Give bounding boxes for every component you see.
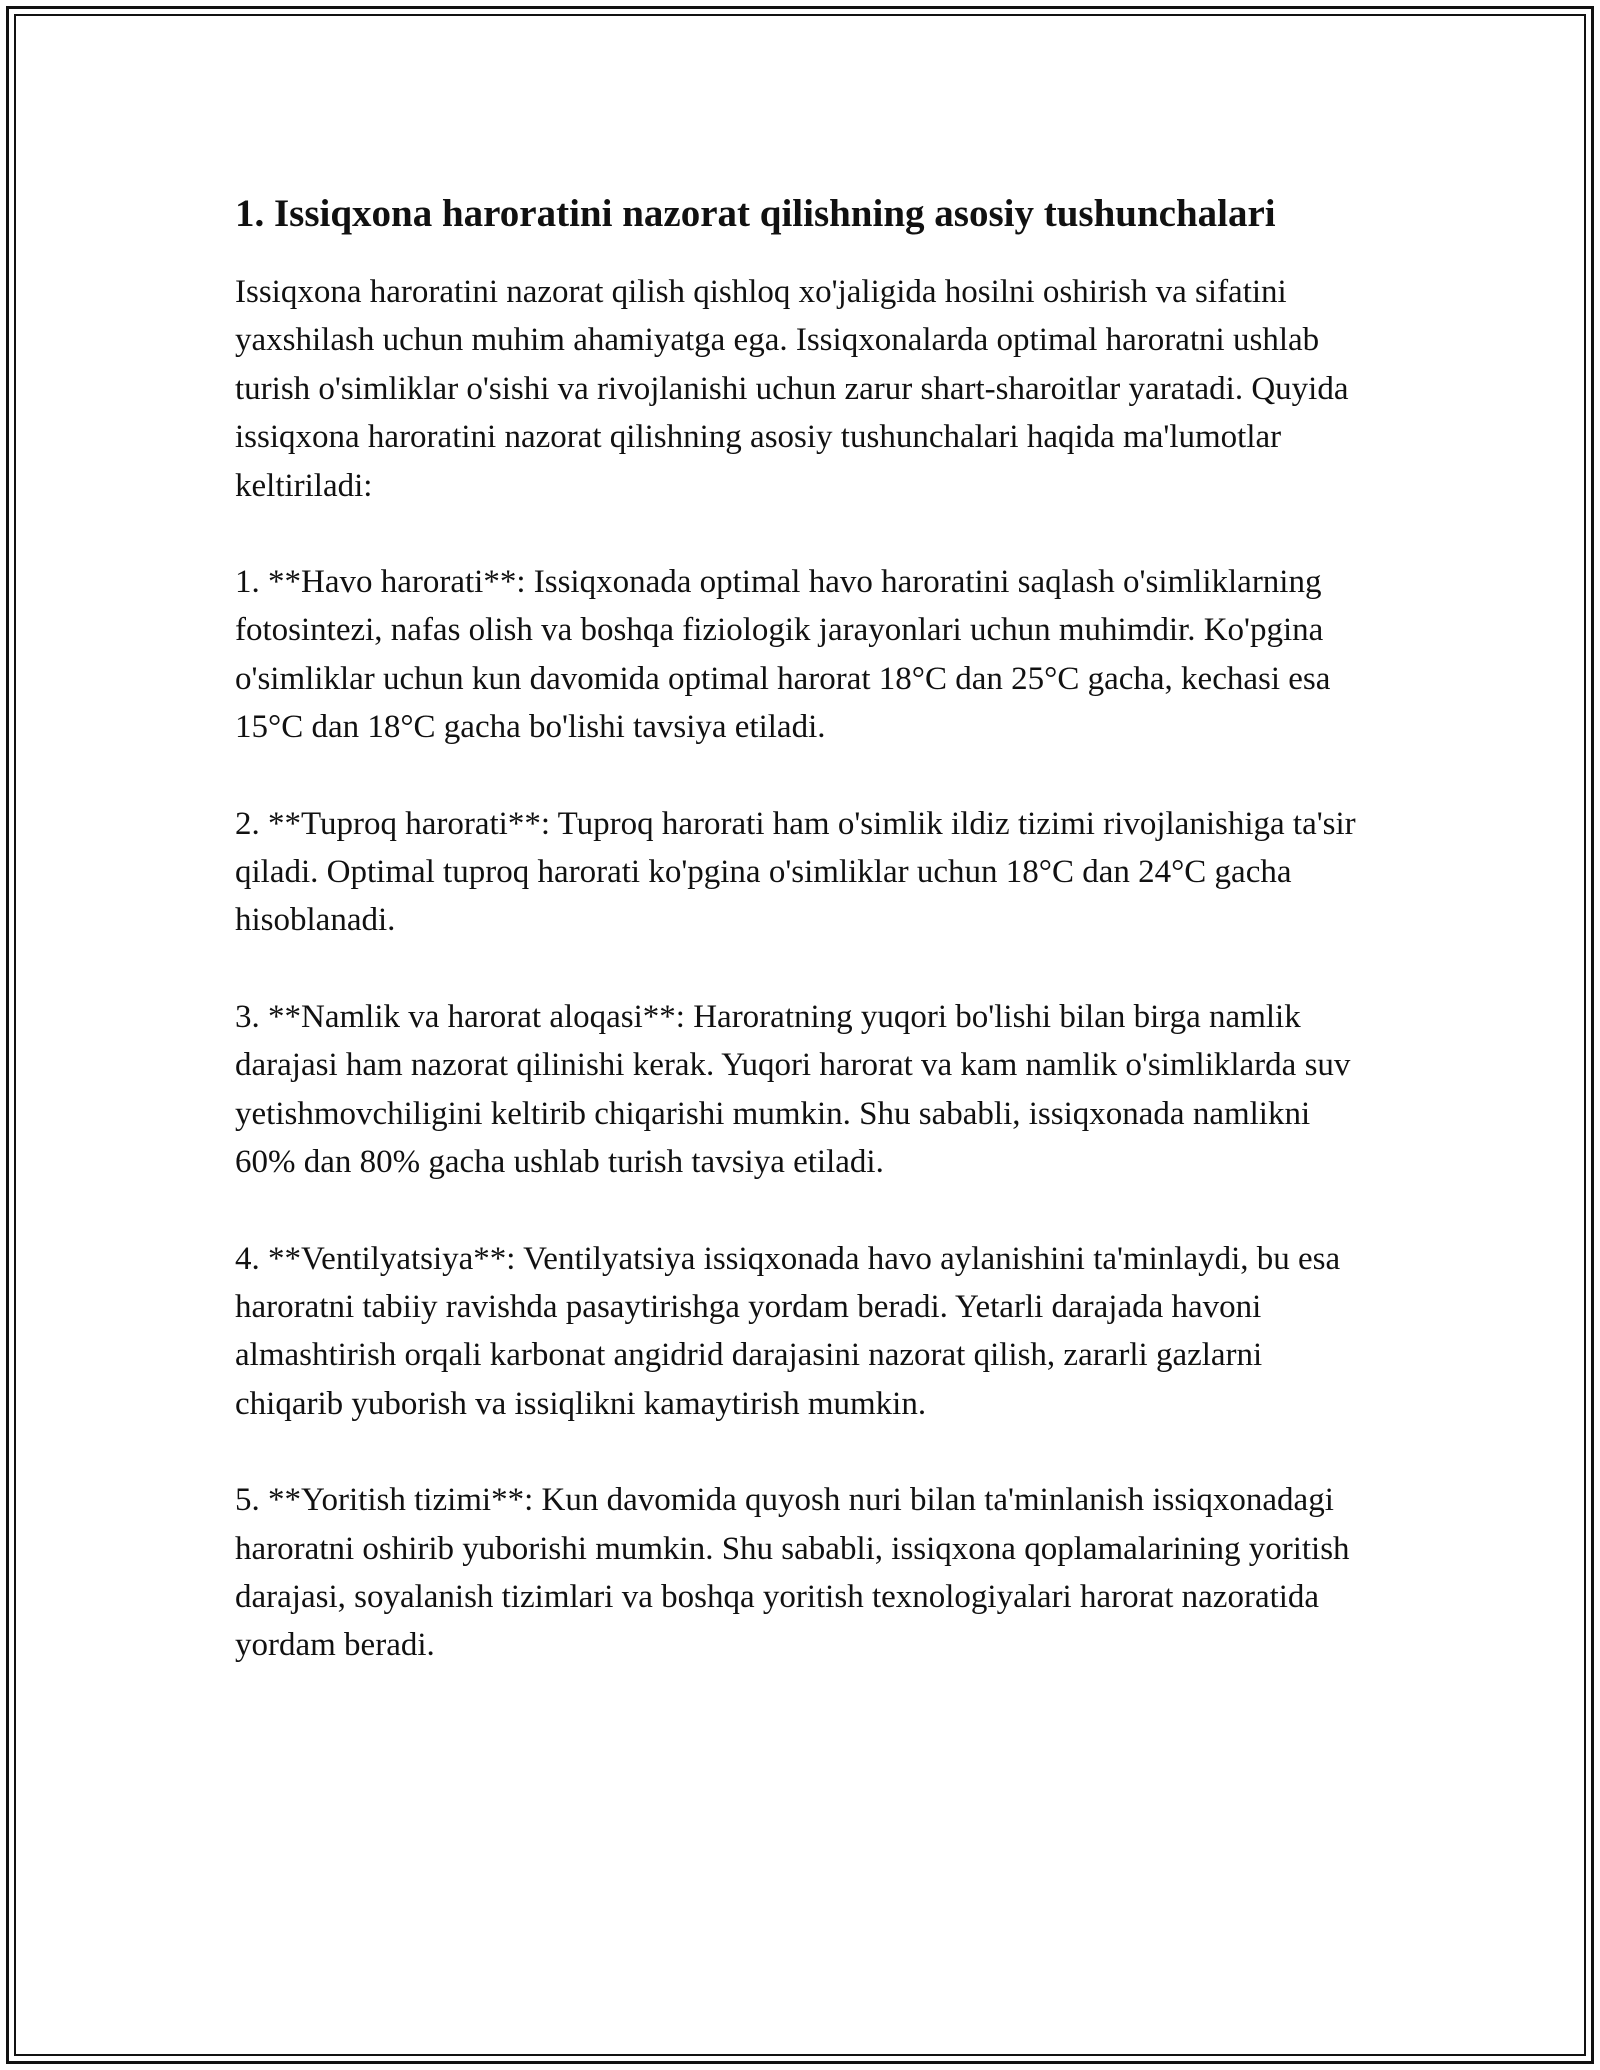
paragraph-air-temperature: 1. **Havo harorati**: Issiqxonada optimal havo haroratini saqlash o'simliklarning fotosintezi, nafas olish va boshqa fiziologik jarayonlari uchun muhimdir. Ko'pgina o'simliklar uchun kun davomida optimal harorat 18°C dan 25°C gacha, kechasi esa 15°C dan 18°C gacha bo'lishi tavsiya etiladi. xyxy=(235,564,1331,746)
document-title: 1. Issiqxona haroratini nazorat qilishning asosiy tushunchalari xyxy=(235,192,1276,235)
intro-paragraph: Issiqxona haroratini nazorat qilish qishloq xo'jaligida hosilni oshirish va sifatini yaxshilash uchun muhim ahamiyatga ega. Issiqxonalarda optimal haroratni ushlab turish o'simliklar o'sishi va rivojlanishi uchun zarur shart-sharoitlar yaratadi. Quyida issiqxona haroratini nazorat qilishning asosiy tushunchalari haqida ma'lumotlar keltiriladi: xyxy=(235,274,1349,504)
paragraph-humidity-temperature: 3. **Namlik va harorat aloqasi**: Haroratning yuqori bo'lishi bilan birga namlik darajasi ham nazorat qilinishi kerak. Yuqori harorat va kam namlik o'simliklarda suv yetishmovchiligini keltirib chiqarishi mumkin. Shu sababli, issiqxonada namlikni 60% dan 80% gacha ushlab turish tavsiya etiladi. xyxy=(235,998,1351,1181)
paragraph-ventilation: 4. **Ventilyatsiya**: Ventilyatsiya issiqxonada havo aylanishini ta'minlaydi, bu esa haroratni tabiiy ravishda pasaytirishga yordam beradi. Yetarli darajada havoni almashtirish orqali karbonat angidrid darajasini nazorat qilish, zararli gazlarni chiqarib yuborish va issiqlikni kamaytirish mumkin. xyxy=(235,1240,1341,1422)
paragraph-soil-temperature: 2. **Tuproq harorati**: Tuproq harorati ham o'simlik ildiz tizimi rivojlanishiga ta'sir qiladi. Optimal tuproq harorati ko'pgina o'simliklar uchun 18°C dan 24°C gacha hisoblanadi. xyxy=(235,805,1356,939)
document-body xyxy=(235,186,1375,1718)
paragraph-lighting-system: 5. **Yoritish tizimi**: Kun davomida quyosh nuri bilan ta'minlanish issiqxonadagi haroratni oshirib yuborishi mumkin. Shu sababli, issiqxona qoplamalarining yoritish darajasi, soyalanish tizimlari va boshqa yoritish texnologiyalari harorat nazoratida yordam beradi. xyxy=(235,1482,1350,1664)
